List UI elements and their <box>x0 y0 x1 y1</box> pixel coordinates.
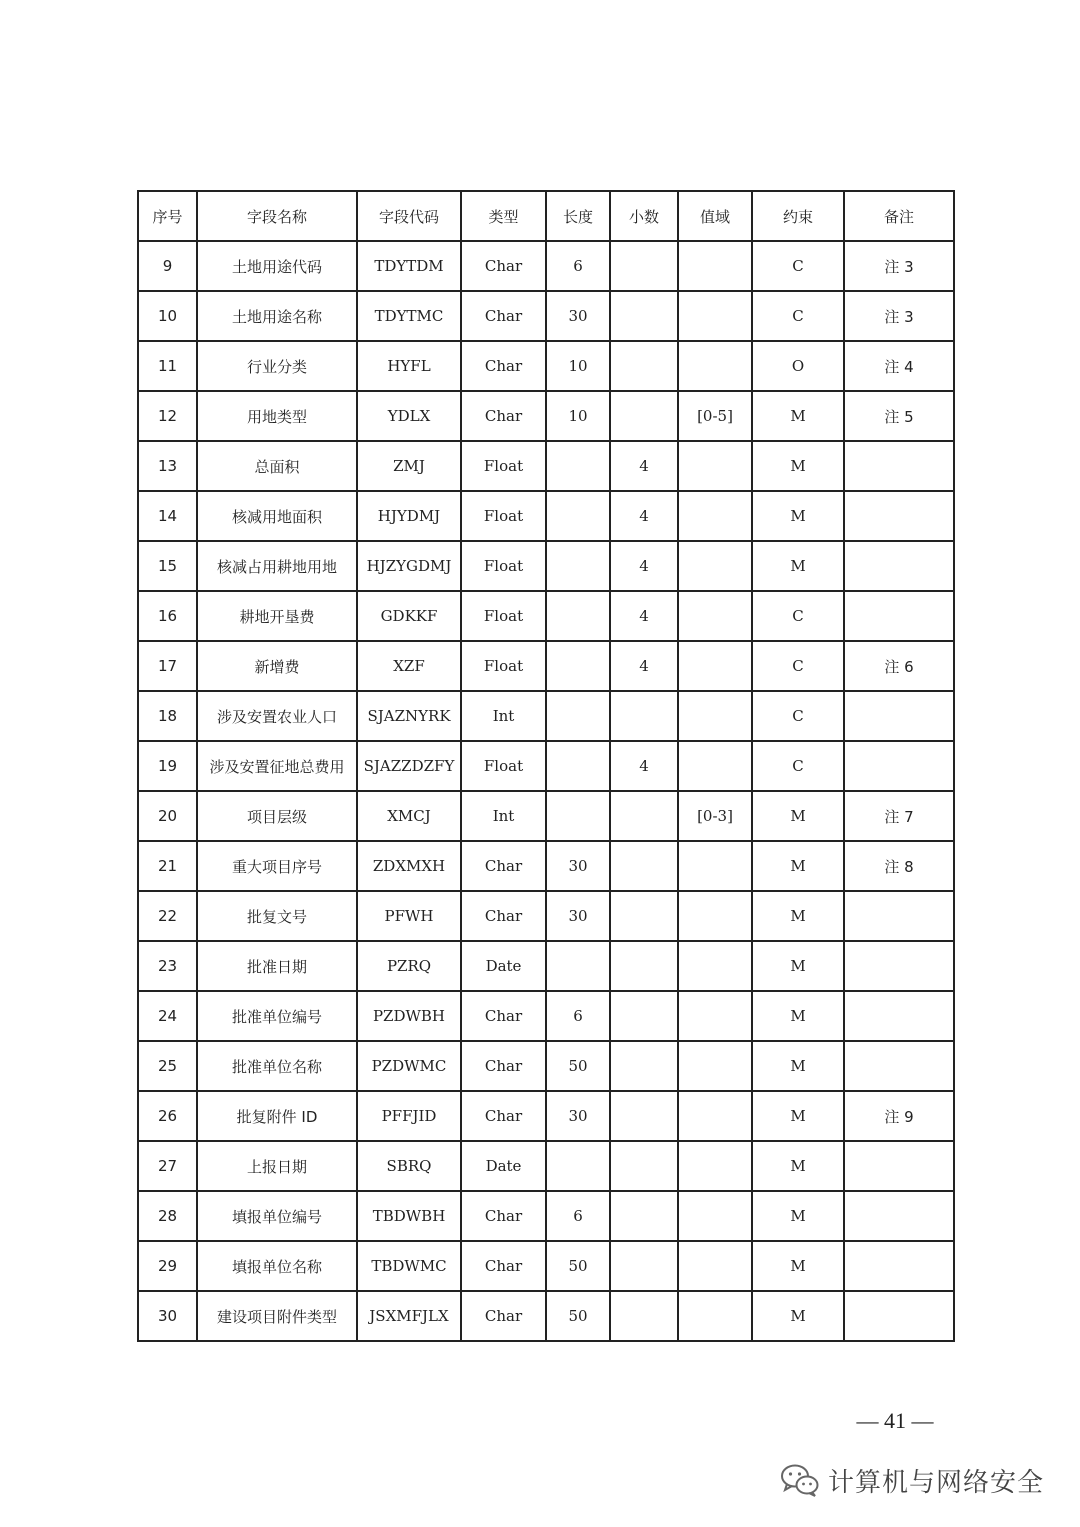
cell-field-name: 批复文号 <box>197 891 357 941</box>
cell-constraint: C <box>752 741 844 791</box>
cell-type: Char <box>461 1191 546 1241</box>
cell-length <box>546 741 610 791</box>
cell-decimals <box>610 241 678 291</box>
cell-constraint: C <box>752 591 844 641</box>
cell-type: Int <box>461 791 546 841</box>
cell-field-code: TBDWMC <box>357 1241 461 1291</box>
cell-length: 30 <box>546 291 610 341</box>
cell-remark <box>844 741 954 791</box>
cell-field-code: TDYTDM <box>357 241 461 291</box>
cell-constraint: M <box>752 441 844 491</box>
cell-remark: 注 9 <box>844 1091 954 1141</box>
cell-seq: 16 <box>138 591 197 641</box>
cell-decimals: 4 <box>610 641 678 691</box>
cell-decimals: 4 <box>610 491 678 541</box>
cell-type: Char <box>461 891 546 941</box>
cell-decimals <box>610 291 678 341</box>
cell-field-name: 填报单位名称 <box>197 1241 357 1291</box>
cell-length: 30 <box>546 841 610 891</box>
cell-field-code: PZRQ <box>357 941 461 991</box>
cell-type: Date <box>461 941 546 991</box>
cell-constraint: M <box>752 1241 844 1291</box>
cell-field-code: PFWH <box>357 891 461 941</box>
cell-seq: 15 <box>138 541 197 591</box>
cell-value-range <box>678 691 752 741</box>
table-row <box>138 1291 954 1341</box>
cell-remark <box>844 891 954 941</box>
cell-length: 50 <box>546 1041 610 1091</box>
table-row <box>138 691 954 741</box>
cell-decimals <box>610 1141 678 1191</box>
header-decimals: 小数 <box>610 191 678 241</box>
cell-remark <box>844 541 954 591</box>
cell-length <box>546 441 610 491</box>
cell-seq: 19 <box>138 741 197 791</box>
cell-remark: 注 3 <box>844 291 954 341</box>
cell-field-code: PZDWBH <box>357 991 461 1041</box>
cell-constraint: M <box>752 541 844 591</box>
watermark-text: 计算机与网络安全 <box>828 1467 1045 1498</box>
table-row <box>138 491 954 541</box>
cell-decimals: 4 <box>610 591 678 641</box>
watermark <box>780 1460 1044 1500</box>
cell-value-range <box>678 991 752 1041</box>
table-row <box>138 1141 954 1191</box>
cell-field-name: 涉及安置征地总费用 <box>197 741 357 791</box>
cell-remark <box>844 991 954 1041</box>
cell-decimals <box>610 1091 678 1141</box>
cell-seq: 21 <box>138 841 197 891</box>
cell-remark: 注 4 <box>844 341 954 391</box>
cell-remark <box>844 1191 954 1241</box>
cell-constraint: C <box>752 641 844 691</box>
table-row <box>138 541 954 591</box>
cell-type: Float <box>461 591 546 641</box>
cell-decimals <box>610 1241 678 1291</box>
cell-seq: 27 <box>138 1141 197 1191</box>
cell-field-name: 填报单位编号 <box>197 1191 357 1241</box>
cell-decimals <box>610 991 678 1041</box>
cell-constraint: C <box>752 291 844 341</box>
cell-field-name: 批准日期 <box>197 941 357 991</box>
cell-value-range: [0-5] <box>678 391 752 441</box>
cell-length <box>546 491 610 541</box>
cell-type: Char <box>461 241 546 291</box>
cell-field-name: 批准单位编号 <box>197 991 357 1041</box>
cell-length: 10 <box>546 391 610 441</box>
cell-seq: 29 <box>138 1241 197 1291</box>
cell-field-code: PZDWMC <box>357 1041 461 1091</box>
cell-remark <box>844 591 954 641</box>
cell-value-range <box>678 541 752 591</box>
cell-seq: 28 <box>138 1191 197 1241</box>
cell-value-range <box>678 641 752 691</box>
table-row <box>138 791 954 841</box>
cell-field-code: TBDWBH <box>357 1191 461 1241</box>
cell-constraint: O <box>752 341 844 391</box>
cell-field-code: HJYDMJ <box>357 491 461 541</box>
cell-constraint: M <box>752 391 844 441</box>
cell-length <box>546 591 610 641</box>
table-row <box>138 591 954 641</box>
cell-length: 30 <box>546 891 610 941</box>
cell-length: 30 <box>546 1091 610 1141</box>
cell-constraint: M <box>752 841 844 891</box>
cell-type: Char <box>461 1091 546 1141</box>
cell-value-range <box>678 441 752 491</box>
table-row <box>138 1191 954 1241</box>
cell-field-code: YDLX <box>357 391 461 441</box>
cell-remark <box>844 1291 954 1341</box>
cell-seq: 10 <box>138 291 197 341</box>
cell-decimals <box>610 391 678 441</box>
cell-remark <box>844 1141 954 1191</box>
cell-field-name: 总面积 <box>197 441 357 491</box>
cell-remark: 注 5 <box>844 391 954 441</box>
cell-field-code: ZMJ <box>357 441 461 491</box>
cell-value-range <box>678 741 752 791</box>
header-field-name: 字段名称 <box>197 191 357 241</box>
header-type: 类型 <box>461 191 546 241</box>
header-field-code: 字段代码 <box>357 191 461 241</box>
cell-seq: 18 <box>138 691 197 741</box>
cell-type: Float <box>461 491 546 541</box>
cell-decimals <box>610 841 678 891</box>
table-row <box>138 1241 954 1291</box>
cell-value-range <box>678 1041 752 1091</box>
table-row <box>138 441 954 491</box>
cell-field-name: 项目层级 <box>197 791 357 841</box>
cell-value-range <box>678 491 752 541</box>
cell-length <box>546 791 610 841</box>
cell-seq: 13 <box>138 441 197 491</box>
cell-type: Char <box>461 291 546 341</box>
cell-seq: 14 <box>138 491 197 541</box>
cell-length: 6 <box>546 1191 610 1241</box>
cell-seq: 25 <box>138 1041 197 1091</box>
cell-field-code: SJAZNYRK <box>357 691 461 741</box>
cell-type: Char <box>461 1291 546 1341</box>
cell-decimals <box>610 341 678 391</box>
cell-remark: 注 6 <box>844 641 954 691</box>
cell-length <box>546 941 610 991</box>
cell-field-name: 土地用途代码 <box>197 241 357 291</box>
cell-value-range <box>678 941 752 991</box>
cell-field-code: XMCJ <box>357 791 461 841</box>
cell-remark: 注 3 <box>844 241 954 291</box>
cell-remark <box>844 1041 954 1091</box>
cell-field-code: HYFL <box>357 341 461 391</box>
cell-constraint: M <box>752 991 844 1041</box>
cell-field-name: 土地用途名称 <box>197 291 357 341</box>
cell-constraint: M <box>752 891 844 941</box>
cell-field-name: 新增费 <box>197 641 357 691</box>
cell-value-range <box>678 241 752 291</box>
cell-value-range <box>678 291 752 341</box>
cell-constraint: M <box>752 1291 844 1341</box>
cell-constraint: C <box>752 241 844 291</box>
cell-field-name: 耕地开垦费 <box>197 591 357 641</box>
cell-type: Char <box>461 841 546 891</box>
cell-field-name: 重大项目序号 <box>197 841 357 891</box>
cell-type: Float <box>461 541 546 591</box>
cell-decimals <box>610 941 678 991</box>
header-seq: 序号 <box>138 191 197 241</box>
cell-length <box>546 691 610 741</box>
cell-value-range: [0-3] <box>678 791 752 841</box>
cell-field-name: 涉及安置农业人口 <box>197 691 357 741</box>
cell-length: 50 <box>546 1241 610 1291</box>
cell-value-range <box>678 1141 752 1191</box>
cell-value-range <box>678 341 752 391</box>
cell-remark <box>844 941 954 991</box>
cell-remark <box>844 1241 954 1291</box>
cell-value-range <box>678 1291 752 1341</box>
cell-field-code: HJZYGDMJ <box>357 541 461 591</box>
cell-type: Char <box>461 1041 546 1091</box>
cell-length <box>546 541 610 591</box>
cell-field-name: 批准单位名称 <box>197 1041 357 1091</box>
cell-length <box>546 641 610 691</box>
cell-remark <box>844 491 954 541</box>
cell-seq: 12 <box>138 391 197 441</box>
table-row <box>138 891 954 941</box>
cell-seq: 30 <box>138 1291 197 1341</box>
cell-length: 50 <box>546 1291 610 1341</box>
table-row <box>138 1041 954 1091</box>
table-row <box>138 391 954 441</box>
cell-remark: 注 8 <box>844 841 954 891</box>
cell-constraint: M <box>752 1041 844 1091</box>
page-number: — 41 — <box>856 1408 934 1433</box>
cell-field-code: GDKKF <box>357 591 461 641</box>
cell-type: Date <box>461 1141 546 1191</box>
cell-decimals <box>610 1291 678 1341</box>
cell-decimals <box>610 1041 678 1091</box>
cell-field-name: 行业分类 <box>197 341 357 391</box>
header-remark: 备注 <box>844 191 954 241</box>
table-body <box>138 241 954 1341</box>
table-row <box>138 1091 954 1141</box>
cell-length: 6 <box>546 991 610 1041</box>
cell-field-name: 核减用地面积 <box>197 491 357 541</box>
cell-decimals: 4 <box>610 441 678 491</box>
cell-type: Int <box>461 691 546 741</box>
cell-field-code: PFFJID <box>357 1091 461 1141</box>
table-row <box>138 241 954 291</box>
cell-length: 10 <box>546 341 610 391</box>
cell-field-code: TDYTMC <box>357 291 461 341</box>
cell-field-name: 建设项目附件类型 <box>197 1291 357 1341</box>
table-row <box>138 941 954 991</box>
table-row <box>138 841 954 891</box>
cell-constraint: M <box>752 1191 844 1241</box>
cell-seq: 22 <box>138 891 197 941</box>
cell-decimals <box>610 691 678 741</box>
cell-type: Char <box>461 1241 546 1291</box>
cell-field-name: 批复附件 ID <box>197 1091 357 1141</box>
cell-value-range <box>678 591 752 641</box>
table-row <box>138 291 954 341</box>
header-value-range: 值域 <box>678 191 752 241</box>
cell-length: 6 <box>546 241 610 291</box>
cell-value-range <box>678 891 752 941</box>
cell-constraint: M <box>752 491 844 541</box>
cell-seq: 11 <box>138 341 197 391</box>
header-length: 长度 <box>546 191 610 241</box>
cell-type: Char <box>461 391 546 441</box>
cell-field-name: 用地类型 <box>197 391 357 441</box>
cell-field-code: JSXMFJLX <box>357 1291 461 1341</box>
cell-value-range <box>678 1241 752 1291</box>
table-row <box>138 641 954 691</box>
cell-seq: 23 <box>138 941 197 991</box>
cell-type: Char <box>461 991 546 1041</box>
cell-decimals: 4 <box>610 741 678 791</box>
cell-type: Float <box>461 641 546 691</box>
cell-seq: 17 <box>138 641 197 691</box>
wechat-icon <box>780 1463 820 1497</box>
cell-decimals <box>610 1191 678 1241</box>
cell-field-code: XZF <box>357 641 461 691</box>
cell-type: Float <box>461 441 546 491</box>
cell-value-range <box>678 1091 752 1141</box>
cell-constraint: M <box>752 941 844 991</box>
cell-field-code: ZDXMXH <box>357 841 461 891</box>
cell-field-code: SBRQ <box>357 1141 461 1191</box>
cell-decimals: 4 <box>610 541 678 591</box>
cell-type: Char <box>461 341 546 391</box>
cell-seq: 20 <box>138 791 197 841</box>
cell-field-name: 核减占用耕地用地 <box>197 541 357 591</box>
cell-seq: 26 <box>138 1091 197 1141</box>
cell-value-range <box>678 1191 752 1241</box>
cell-field-code: SJAZZDZFY <box>357 741 461 791</box>
cell-constraint: C <box>752 691 844 741</box>
cell-decimals <box>610 891 678 941</box>
cell-remark: 注 7 <box>844 791 954 841</box>
cell-field-name: 上报日期 <box>197 1141 357 1191</box>
table-row <box>138 341 954 391</box>
cell-remark <box>844 441 954 491</box>
cell-constraint: M <box>752 1141 844 1191</box>
header-constraint: 约束 <box>752 191 844 241</box>
table-row <box>138 741 954 791</box>
field-definition-table <box>137 190 955 1342</box>
cell-type: Float <box>461 741 546 791</box>
table-row <box>138 991 954 1041</box>
cell-seq: 24 <box>138 991 197 1041</box>
cell-decimals <box>610 791 678 841</box>
cell-length <box>546 1141 610 1191</box>
cell-remark <box>844 691 954 741</box>
cell-seq: 9 <box>138 241 197 291</box>
cell-value-range <box>678 841 752 891</box>
cell-constraint: M <box>752 1091 844 1141</box>
table-header-row <box>138 191 954 241</box>
cell-constraint: M <box>752 791 844 841</box>
